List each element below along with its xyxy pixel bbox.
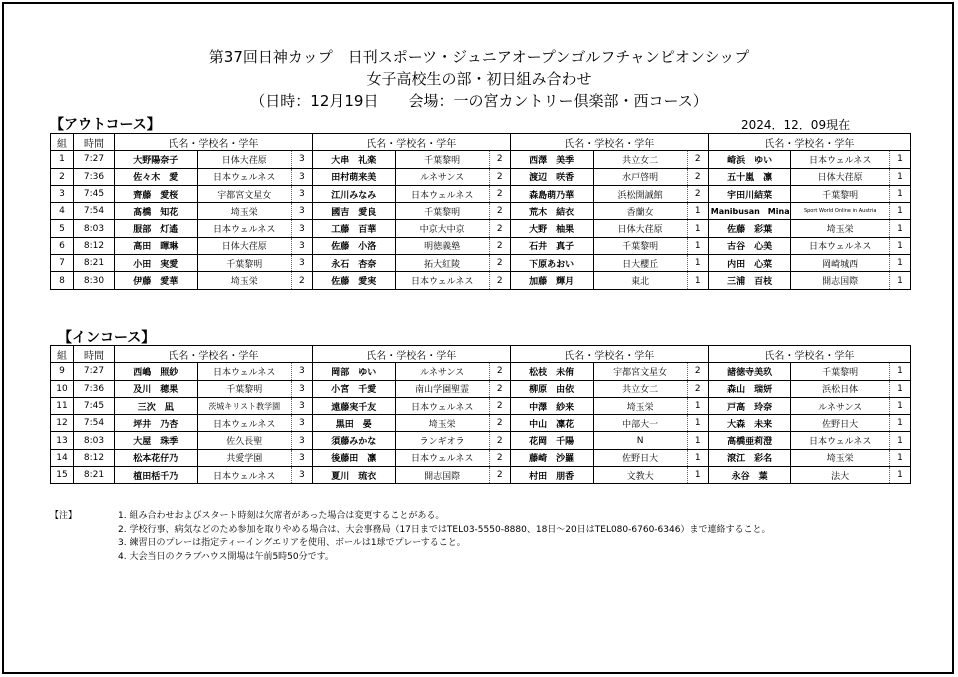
- player-name: 國吉 愛良: [312, 203, 395, 220]
- grade: 1: [687, 467, 708, 484]
- grade: 1: [687, 220, 708, 237]
- group-number: 8: [51, 272, 74, 289]
- school-name: 埼玉栄: [197, 272, 291, 289]
- school-name: 浜松日体: [791, 380, 889, 397]
- player-name: 滾江 彩名: [708, 449, 791, 466]
- tee-time: 7:36: [74, 168, 115, 185]
- school-name: 明徳義塾: [395, 237, 489, 254]
- note-item: 1. 組み合わせおよびスタート時刻は欠席者があった場合は変更することがある。: [118, 511, 445, 521]
- table-row: [51, 449, 911, 466]
- grade: 2: [489, 203, 510, 220]
- school-name: 千葉黎明: [395, 203, 489, 220]
- school-name: 日体大荏原: [197, 151, 291, 168]
- grade: 3: [291, 432, 312, 449]
- notes-list: [118, 510, 770, 564]
- tee-time: 7:27: [74, 151, 115, 168]
- group-number: 12: [51, 415, 74, 432]
- group-number: 1: [51, 151, 74, 168]
- player-name: 荒木 結衣: [510, 203, 593, 220]
- col-group: 組: [51, 346, 74, 363]
- grade: 2: [489, 363, 510, 380]
- school-name: 中部大一: [593, 415, 687, 432]
- player-name: 須藤みかな: [312, 432, 395, 449]
- table-row: [51, 467, 911, 484]
- grade: 2: [687, 151, 708, 168]
- group-number: 5: [51, 220, 74, 237]
- tee-time: 7:54: [74, 203, 115, 220]
- table-row: [51, 203, 911, 220]
- table-row: [51, 432, 911, 449]
- player-name: 五十嵐 凛: [708, 168, 791, 185]
- school-name: 千葉黎明: [197, 255, 291, 272]
- player-name: 藤崎 沙羅: [510, 449, 593, 466]
- school-name: 埼玉栄: [593, 397, 687, 414]
- tee-time: 8:30: [74, 272, 115, 289]
- grade: 1: [687, 237, 708, 254]
- col-group: 組: [51, 134, 74, 151]
- school-name: 佐野日大: [593, 449, 687, 466]
- grade: 1: [687, 432, 708, 449]
- player-name: 永谷 葉: [708, 467, 791, 484]
- grade: 2: [687, 363, 708, 380]
- group-number: 4: [51, 203, 74, 220]
- school-name: 共愛学園: [197, 449, 291, 466]
- grade: 1: [889, 432, 910, 449]
- player-name: 崎浜 ゆい: [708, 151, 791, 168]
- grade: 2: [489, 380, 510, 397]
- school-name: 日本ウェルネス: [197, 415, 291, 432]
- player-name: 三浦 百枝: [708, 272, 791, 289]
- grade: 1: [687, 397, 708, 414]
- grade: 3: [291, 151, 312, 168]
- school-name: 宇都宮文星女: [593, 363, 687, 380]
- school-name: ルネサンス: [395, 363, 489, 380]
- table-row: [51, 255, 911, 272]
- player-name: 村田 朋香: [510, 467, 593, 484]
- school-name: 茨城キリスト教学園: [197, 397, 291, 414]
- grade: 1: [889, 363, 910, 380]
- date-venue: （日時：12月19日 会場：一の宮カントリー倶楽部・西コース）: [250, 92, 708, 110]
- school-name: 岡崎城西: [791, 255, 889, 272]
- school-name: 開志国際: [395, 467, 489, 484]
- in-course-rows: [51, 363, 911, 484]
- grade: 1: [687, 203, 708, 220]
- grade: 1: [889, 185, 910, 202]
- table-row: [51, 237, 911, 254]
- player-name: 服部 灯遙: [114, 220, 197, 237]
- tee-time: 8:03: [74, 432, 115, 449]
- table-row: [51, 363, 911, 380]
- school-name: Sport World Online in Austria: [791, 203, 889, 220]
- grade: 1: [687, 415, 708, 432]
- grade: 2: [489, 415, 510, 432]
- table-header: [51, 134, 911, 151]
- school-name: 千葉黎明: [791, 363, 889, 380]
- player-name: 高橋亜莉澄: [708, 432, 791, 449]
- grade: 3: [291, 397, 312, 414]
- player-name: 齊藤 愛桜: [114, 185, 197, 202]
- grade: 2: [489, 467, 510, 484]
- school-name: 埼玉栄: [395, 415, 489, 432]
- grade: 1: [889, 151, 910, 168]
- col-time: 時間: [74, 346, 115, 363]
- note-item: 4. 大会当日のクラブハウス開場は午前5時50分です。: [118, 551, 334, 562]
- school-name: 香蘭女: [593, 203, 687, 220]
- player-name: 大森 未来: [708, 415, 791, 432]
- col-time: 時間: [74, 134, 115, 151]
- player-name: 永石 杏奈: [312, 255, 395, 272]
- school-name: N: [593, 432, 687, 449]
- school-name: 東北: [593, 272, 687, 289]
- group-number: 11: [51, 397, 74, 414]
- col-player: 氏名・学校名・学年: [114, 134, 312, 151]
- school-name: 佐野日大: [791, 415, 889, 432]
- grade: 1: [889, 272, 910, 289]
- player-name: 三次 凪: [114, 397, 197, 414]
- player-name: 古谷 心美: [708, 237, 791, 254]
- in-course-label: 【インコース】: [58, 330, 156, 346]
- player-name: 花岡 千陽: [510, 432, 593, 449]
- out-course-label: 【アウトコース】: [50, 117, 161, 133]
- group-number: 3: [51, 185, 74, 202]
- grade: 2: [489, 449, 510, 466]
- school-name: 日本ウェルネス: [395, 185, 489, 202]
- group-number: 2: [51, 168, 74, 185]
- table-header: [51, 346, 911, 363]
- grade: 1: [889, 380, 910, 397]
- player-name: 江川みなみ: [312, 185, 395, 202]
- col-player: 氏名・学校名・学年: [708, 134, 910, 151]
- tee-time: 8:21: [74, 467, 115, 484]
- col-player: 氏名・学校名・学年: [312, 346, 510, 363]
- grade: 3: [291, 380, 312, 397]
- player-name: 大野 柚果: [510, 220, 593, 237]
- player-name: 西澤 美季: [510, 151, 593, 168]
- player-name: 伊藤 愛華: [114, 272, 197, 289]
- group-number: 6: [51, 237, 74, 254]
- player-name: 松枝 未侑: [510, 363, 593, 380]
- school-name: ルネサンス: [395, 168, 489, 185]
- player-name: 森島萌乃華: [510, 185, 593, 202]
- player-name: 後藤田 凛: [312, 449, 395, 466]
- player-name: 諸徳寺美玖: [708, 363, 791, 380]
- group-number: 9: [51, 363, 74, 380]
- school-name: 佐久長聖: [197, 432, 291, 449]
- group-number: 15: [51, 467, 74, 484]
- tee-time: 8:12: [74, 449, 115, 466]
- player-name: 加藤 輝月: [510, 272, 593, 289]
- player-name: 松本花仔乃: [114, 449, 197, 466]
- grade: 3: [291, 415, 312, 432]
- player-name: 岡部 ゆい: [312, 363, 395, 380]
- grade: 3: [291, 449, 312, 466]
- player-name: 大野陽奈子: [114, 151, 197, 168]
- grade: 3: [291, 467, 312, 484]
- school-name: ランギオラ: [395, 432, 489, 449]
- grade: 2: [489, 237, 510, 254]
- player-name: 佐藤 愛実: [312, 272, 395, 289]
- grade: 1: [889, 397, 910, 414]
- school-name: 日本ウェルネス: [197, 467, 291, 484]
- table-row: [51, 380, 911, 397]
- group-number: 7: [51, 255, 74, 272]
- player-name: 大串 礼楽: [312, 151, 395, 168]
- player-name: 戸高 玲奈: [708, 397, 791, 414]
- tee-time: 8:03: [74, 220, 115, 237]
- player-name: 中澤 紗来: [510, 397, 593, 414]
- school-name: 中京大中京: [395, 220, 489, 237]
- col-player: 氏名・学校名・学年: [114, 346, 312, 363]
- player-name: Manibusan Mina: [708, 203, 791, 220]
- player-name: 西嶋 照紗: [114, 363, 197, 380]
- player-name: 森山 瑞妍: [708, 380, 791, 397]
- school-name: 日本ウェルネス: [791, 237, 889, 254]
- grade: 1: [889, 220, 910, 237]
- notes-label: 【注】: [50, 511, 78, 521]
- school-name: 埼玉栄: [791, 220, 889, 237]
- table-row: [51, 185, 911, 202]
- player-name: 黒田 晏: [312, 415, 395, 432]
- player-name: 小宮 千愛: [312, 380, 395, 397]
- tee-time: 7:27: [74, 363, 115, 380]
- school-name: 日本ウェルネス: [395, 397, 489, 414]
- player-name: 中山 凜花: [510, 415, 593, 432]
- out-course-table: [50, 133, 911, 290]
- col-player: 氏名・学校名・学年: [510, 134, 708, 151]
- col-player: 氏名・学校名・学年: [708, 346, 910, 363]
- player-name: 佐々木 愛: [114, 168, 197, 185]
- school-name: 日本ウェルネス: [395, 272, 489, 289]
- school-name: 埼玉栄: [197, 203, 291, 220]
- school-name: 文教大: [593, 467, 687, 484]
- tee-time: 8:12: [74, 237, 115, 254]
- tee-time: 7:45: [74, 397, 115, 414]
- school-name: 日体大荏原: [791, 168, 889, 185]
- school-name: 宇都宮文星女: [197, 185, 291, 202]
- grade: 1: [687, 255, 708, 272]
- tournament-title: 第37回日神カップ 日刊スポーツ・ジュニアオープンゴルフチャンピオンシップ: [208, 48, 750, 66]
- player-name: 工藤 百華: [312, 220, 395, 237]
- col-player: 氏名・学校名・学年: [312, 134, 510, 151]
- table-row: [51, 220, 911, 237]
- player-name: 及川 穂果: [114, 380, 197, 397]
- player-name: 髙橋 知花: [114, 203, 197, 220]
- grade: 2: [489, 151, 510, 168]
- grade: 2: [489, 168, 510, 185]
- grade: 2: [291, 272, 312, 289]
- grade: 1: [889, 255, 910, 272]
- table-row: [51, 415, 911, 432]
- player-name: 内田 心菜: [708, 255, 791, 272]
- group-number: 10: [51, 380, 74, 397]
- col-player: 氏名・学校名・学年: [510, 346, 708, 363]
- grade: 1: [889, 449, 910, 466]
- table-row: [51, 397, 911, 414]
- table-row: [51, 168, 911, 185]
- school-name: 共立女二: [593, 151, 687, 168]
- player-name: 高田 暉琳: [114, 237, 197, 254]
- tee-time: 7:54: [74, 415, 115, 432]
- grade: 1: [889, 467, 910, 484]
- school-name: 日体大荏原: [593, 220, 687, 237]
- player-name: 植田栝千乃: [114, 467, 197, 484]
- grade: 1: [687, 272, 708, 289]
- grade: 2: [489, 185, 510, 202]
- grade: 3: [291, 185, 312, 202]
- school-name: 埼玉栄: [791, 449, 889, 466]
- date-stamp: 2024．12．09現在: [741, 118, 851, 132]
- grade: 2: [489, 397, 510, 414]
- grade: 2: [687, 380, 708, 397]
- grade: 2: [489, 272, 510, 289]
- grade: 1: [889, 237, 910, 254]
- grade: 1: [889, 203, 910, 220]
- tee-time: 8:21: [74, 255, 115, 272]
- player-name: 渡辺 咲香: [510, 168, 593, 185]
- grade: 3: [291, 220, 312, 237]
- player-name: 佐藤 彩葉: [708, 220, 791, 237]
- table-row: [51, 272, 911, 289]
- school-name: 開志国際: [791, 272, 889, 289]
- tee-time: 7:45: [74, 185, 115, 202]
- player-name: 坪井 乃杏: [114, 415, 197, 432]
- school-name: 日本ウェルネス: [197, 168, 291, 185]
- grade: 2: [489, 255, 510, 272]
- school-name: 浜松開誠館: [593, 185, 687, 202]
- player-name: 石井 真子: [510, 237, 593, 254]
- school-name: 千葉黎明: [197, 380, 291, 397]
- school-name: 千葉黎明: [395, 151, 489, 168]
- grade: 2: [489, 220, 510, 237]
- school-name: 日体大荏原: [197, 237, 291, 254]
- grade: 3: [291, 168, 312, 185]
- note-item: 2. 学校行事、病気などのため参加を取りやめる場合は、大会事務局（17日まではTEL03-5550-8880、18日～20日はTEL080-6760-6346）まで連絡すること。: [118, 524, 771, 535]
- grade: 1: [889, 168, 910, 185]
- player-name: 小田 実愛: [114, 255, 197, 272]
- grade: 2: [687, 168, 708, 185]
- school-name: 千葉黎明: [593, 237, 687, 254]
- grade: 3: [291, 203, 312, 220]
- grade: 1: [889, 415, 910, 432]
- school-name: 水戸啓明: [593, 168, 687, 185]
- player-name: 遠藤実千友: [312, 397, 395, 414]
- group-number: 13: [51, 432, 74, 449]
- school-name: 拓大紅陵: [395, 255, 489, 272]
- player-name: 夏川 琉衣: [312, 467, 395, 484]
- school-name: 日本ウェルネス: [197, 220, 291, 237]
- note-item: 3. 練習日のプレーは指定ティーイングエリアを使用、ボールは1球でプレーすること。: [118, 538, 466, 548]
- school-name: 日大櫻丘: [593, 255, 687, 272]
- out-course-rows: [51, 151, 911, 289]
- school-name: 日本ウェルネス: [395, 449, 489, 466]
- school-name: 法大: [791, 467, 889, 484]
- grade: 3: [291, 237, 312, 254]
- school-name: 日本ウェルネス: [791, 432, 889, 449]
- school-name: ルネサンス: [791, 397, 889, 414]
- player-name: 大屋 珠季: [114, 432, 197, 449]
- school-name: 千葉黎明: [791, 185, 889, 202]
- grade: 3: [291, 255, 312, 272]
- school-name: 日本ウェルネス: [197, 363, 291, 380]
- division-title: 女子高校生の部・初日組み合わせ: [366, 70, 592, 88]
- player-name: 佐藤 小洛: [312, 237, 395, 254]
- school-name: 南山学園聖霊: [395, 380, 489, 397]
- school-name: 共立女二: [593, 380, 687, 397]
- player-name: 下原あおい: [510, 255, 593, 272]
- grade: 1: [687, 449, 708, 466]
- in-course-table: [50, 345, 911, 484]
- grade: 2: [489, 432, 510, 449]
- grade: 3: [291, 363, 312, 380]
- player-name: 柳原 由依: [510, 380, 593, 397]
- school-name: 日本ウェルネス: [791, 151, 889, 168]
- table-row: [51, 151, 911, 168]
- grade: 2: [687, 185, 708, 202]
- tee-time: 7:36: [74, 380, 115, 397]
- group-number: 14: [51, 449, 74, 466]
- player-name: 田村萌来美: [312, 168, 395, 185]
- player-name: 宇田川結菜: [708, 185, 791, 202]
